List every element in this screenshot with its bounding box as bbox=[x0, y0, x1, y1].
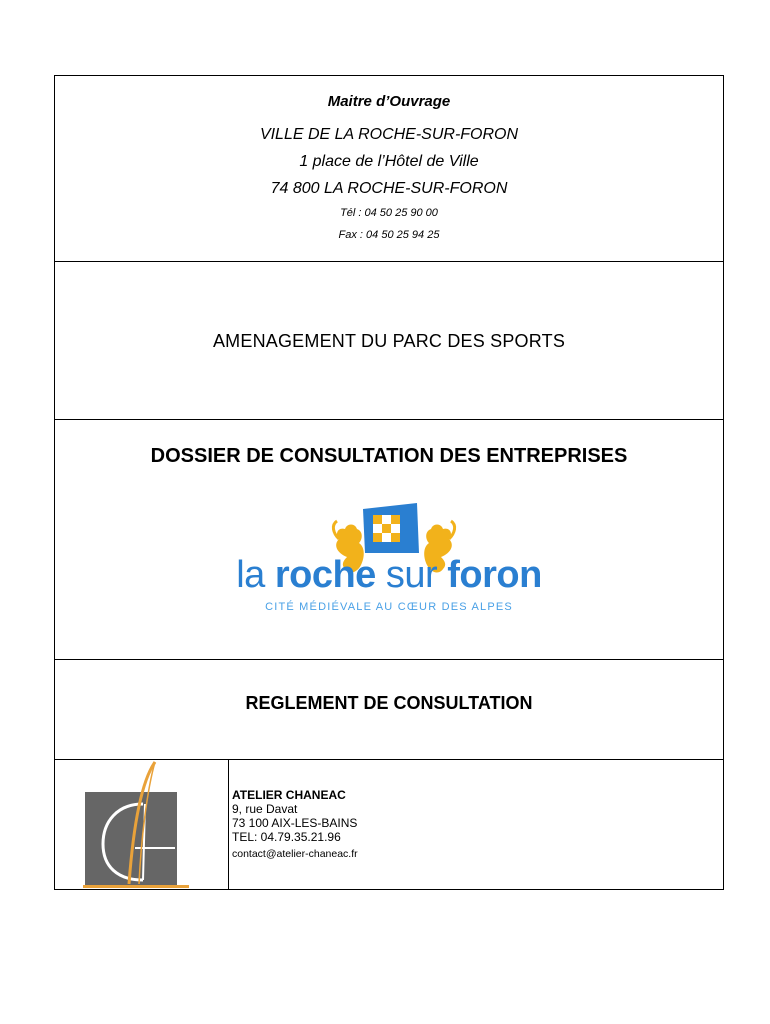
owner-tel: Tél : 04 50 25 90 00 bbox=[340, 207, 438, 219]
architect-email[interactable]: contact@atelier-chaneac.fr bbox=[232, 848, 358, 860]
project-section bbox=[55, 262, 723, 420]
dossier-section bbox=[55, 420, 723, 660]
architect-city: 73 100 AIX-LES-BAINS bbox=[232, 816, 358, 830]
town-tagline: CITÉ MÉDIÉVALE AU CŒUR DES ALPES bbox=[265, 601, 513, 613]
owner-label: Maitre d’Ouvrage bbox=[327, 93, 451, 110]
owner-fax: Fax : 04 50 25 94 25 bbox=[338, 229, 440, 241]
project-title: AMENAGEMENT DU PARC DES SPORTS bbox=[212, 331, 566, 351]
owner-city: 74 800 LA ROCHE-SUR-FORON bbox=[270, 180, 508, 197]
document-section bbox=[55, 660, 723, 760]
town-wordmark: la roche sur foron bbox=[236, 554, 542, 596]
cover-frame bbox=[54, 75, 724, 890]
section-divider bbox=[228, 760, 229, 889]
owner-section bbox=[55, 76, 723, 262]
architect-logo bbox=[83, 760, 193, 889]
owner-street: 1 place de l’Hôtel de Ville bbox=[299, 153, 479, 170]
architect-name: ATELIER CHANEAC bbox=[232, 788, 346, 802]
owner-name: VILLE DE LA ROCHE-SUR-FORON bbox=[259, 126, 519, 143]
architect-street: 9, rue Davat bbox=[232, 802, 298, 816]
architect-tel: TEL: 04.79.35.21.96 bbox=[232, 830, 341, 844]
document-title: REGLEMENT DE CONSULTATION bbox=[245, 693, 533, 713]
dossier-title: DOSSIER DE CONSULTATION DES ENTREPRISES bbox=[150, 445, 628, 467]
architect-section bbox=[55, 760, 723, 889]
